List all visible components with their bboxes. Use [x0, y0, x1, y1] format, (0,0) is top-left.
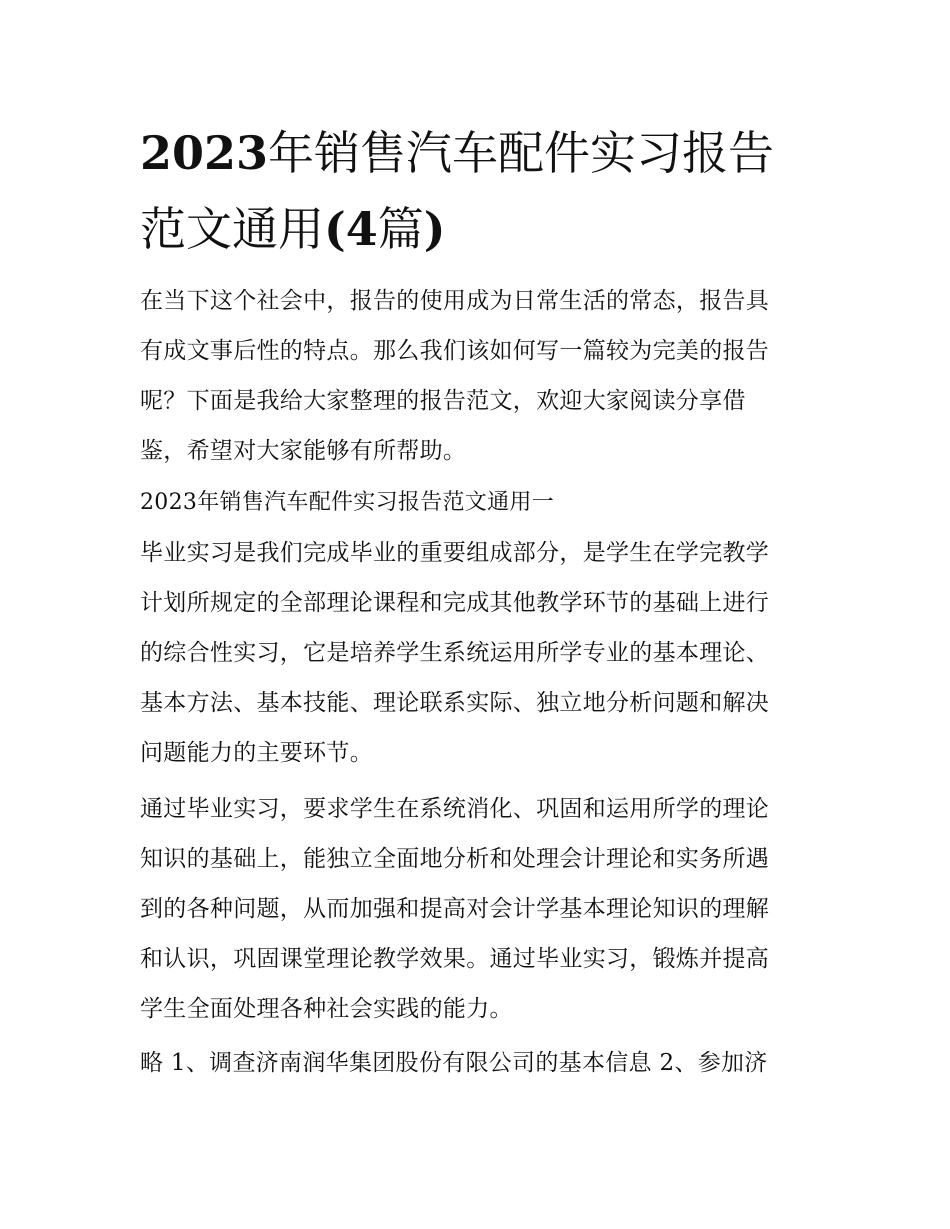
title-line-1	[140, 115, 830, 191]
paragraph-line: 和认识，巩固课堂理论教学效果。通过毕业实习，锻炼并提高	[140, 946, 770, 972]
intro-line: 鉴，希望对大家能够有所帮助。	[140, 438, 467, 464]
paragraph-line: 到的各种问题，从而加强和提高对会计学基本理论知识的理解	[140, 896, 770, 922]
title-count-close: )	[423, 202, 446, 256]
title-year: 2023	[140, 126, 269, 180]
intro-paragraph	[140, 276, 820, 476]
document-title	[140, 115, 830, 267]
paragraph-line: 毕业实习是我们完成毕业的重要组成部分，是学生在学完教学	[140, 540, 770, 566]
title-count-open: (4	[324, 202, 378, 256]
title-text-2: 范文通用	[140, 202, 324, 256]
paragraph-line: 计划所规定的全部理论课程和完成其他教学环节的基础上进行	[140, 590, 770, 616]
paragraph-line: 基本方法、基本技能、理论联系实际、独立地分析问题和解决	[140, 690, 770, 716]
intro-line: 在当下这个社会中，报告的使用成为日常生活的常态，报告具	[140, 288, 770, 314]
intro-line: 呢？下面是我给大家整理的报告范文，欢迎大家阅读分享借	[140, 388, 746, 414]
paragraph-line: 略 1、调查济南润华集团股份有限公司的基本信息 2、参加济	[140, 1050, 768, 1076]
paragraph-internship-purpose	[140, 528, 820, 778]
paragraph-internship-goals	[140, 784, 820, 1034]
intro-line: 有成文事后性的特点。那么我们该如何写一篇较为完美的报告	[140, 338, 770, 364]
paragraph-line: 学生全面处理各种社会实践的能力。	[140, 996, 513, 1022]
paragraph-line: 通过毕业实习，要求学生在系统消化、巩固和运用所学的理论	[140, 796, 770, 822]
title-count-unit: 篇	[377, 202, 424, 256]
paragraph-internship-content	[140, 1038, 820, 1088]
title-text-1: 年销售汽车配件实习报告	[268, 126, 775, 180]
title-line-2	[140, 191, 830, 267]
section-heading	[140, 478, 820, 528]
paragraph-line: 知识的基础上，能独立全面地分析和处理会计理论和实务所遇	[140, 846, 770, 872]
paragraph-line: 的综合性实习，它是培养学生系统运用所学专业的基本理论、	[140, 640, 770, 666]
paragraph-line: 问题能力的主要环节。	[140, 740, 373, 766]
section-heading-text: 2023年销售汽车配件实习报告范文通用一	[140, 490, 554, 515]
